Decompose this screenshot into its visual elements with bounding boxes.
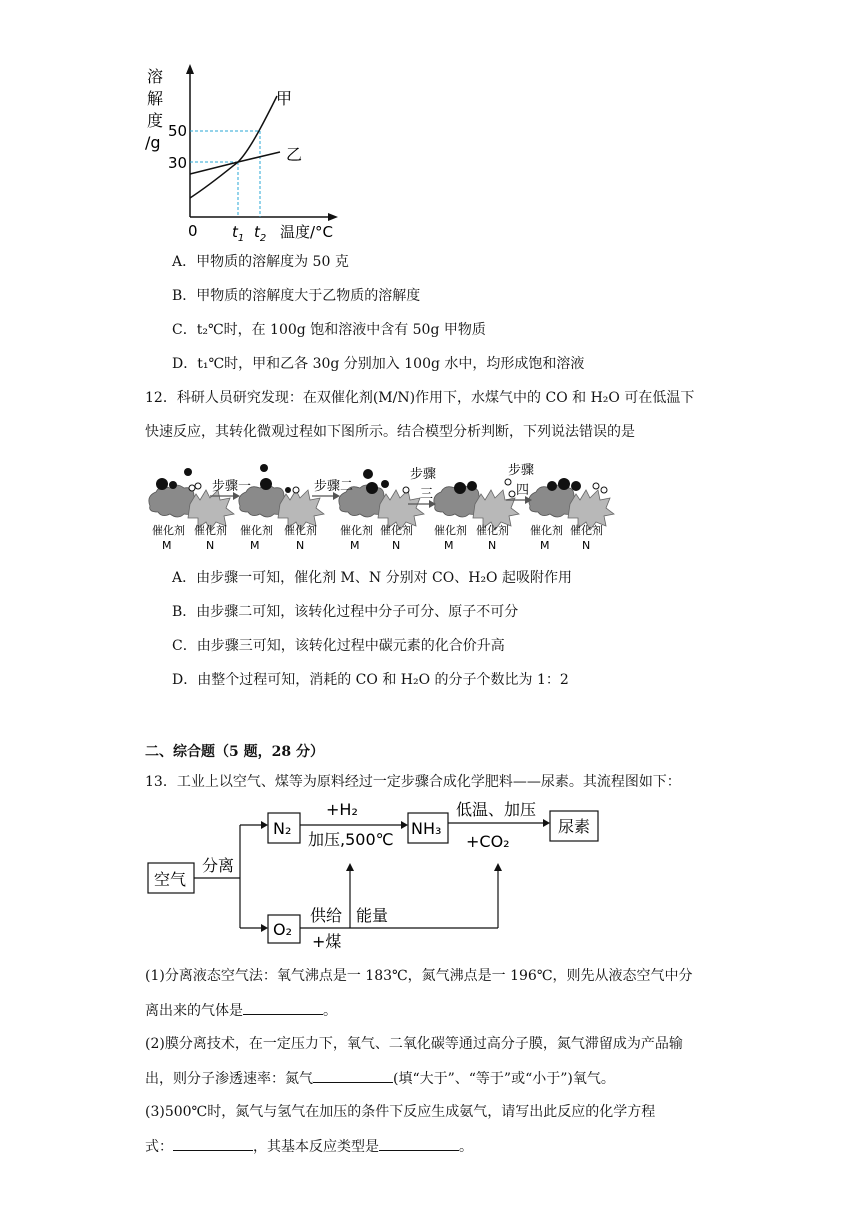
graph-ylabel-2: 解 — [147, 89, 164, 108]
separate-label: 分离 — [202, 856, 235, 875]
label-jia: 甲 — [276, 89, 293, 108]
q11-option-a: A．甲物质的溶解度为 50 克 — [172, 254, 349, 270]
svg-text:催化剂: 催化剂 — [340, 524, 373, 537]
svg-text:催化剂: 催化剂 — [530, 524, 563, 537]
urea-label: 尿素 — [558, 817, 591, 836]
q13-part1-line2 — [145, 1000, 337, 1021]
q13-part3-end: 。 — [459, 1139, 473, 1155]
q11-option-c: C．t₂℃时，在 100g 饱和溶液中含有 50g 甲物质 — [172, 322, 486, 338]
xtick-t2: $t_2$ — [254, 223, 267, 244]
q12-stem-line2: 快速反应，其转化微观过程如下图所示。结合模型分析判断，下列说法错误的是 — [145, 424, 635, 440]
q13-part3-line1: (3)500℃时，氮气与氢气在加压的条件下反应生成氨气，请写出此反应的化学方程 — [145, 1104, 656, 1120]
catalysis-diagram — [140, 460, 620, 555]
svg-text:催化剂: 催化剂 — [240, 524, 273, 537]
q13-part3-line2 — [145, 1136, 473, 1157]
q11-option-b: B．甲物质的溶解度大于乙物质的溶解度 — [172, 288, 421, 304]
q12-option-a: A．由步骤一可知，催化剂 M、N 分别对 CO、H₂O 起吸附作用 — [172, 570, 572, 586]
curve-jia — [190, 96, 277, 198]
flow-diagram — [140, 795, 640, 955]
q13-part2-line2 — [145, 1068, 615, 1089]
catalyst-labels — [152, 523, 603, 552]
q12-option-c: C．由步骤三可知，该转化过程中碳元素的化合价升高 — [172, 638, 505, 654]
label-yi: 乙 — [286, 145, 303, 164]
supply-label: 供给 — [310, 906, 343, 925]
step3-num: 三 — [420, 487, 434, 502]
svg-text:催化剂: 催化剂 — [570, 524, 603, 537]
svg-text:催化剂: 催化剂 — [152, 524, 185, 537]
q13-part2-text: 出，则分子渗透速率：氮气 — [145, 1071, 313, 1087]
q13-part2-end: (填“大于”、“等于”或“小于”)氧气。 — [393, 1071, 615, 1087]
svg-text:M: M — [162, 539, 172, 552]
svg-text:催化剂: 催化剂 — [194, 524, 227, 537]
answer-blank-3[interactable] — [173, 1136, 253, 1151]
svg-text:催化剂: 催化剂 — [380, 524, 413, 537]
svg-text:N: N — [488, 539, 497, 552]
svg-text:M: M — [540, 539, 550, 552]
q13-part1-text: 离出来的气体是 — [145, 1003, 243, 1019]
answer-blank-2[interactable] — [313, 1068, 393, 1083]
h2-label: +H₂ — [326, 800, 358, 819]
coal-label: +煤 — [312, 932, 342, 951]
graph-ylabel-4: /g — [145, 133, 161, 152]
step2-label: 步骤二 — [314, 479, 354, 494]
curve-yi — [190, 152, 280, 174]
svg-text:M: M — [444, 539, 454, 552]
ytick-30: 30 — [168, 154, 188, 172]
xtick-t1: $t_1$ — [232, 223, 245, 244]
solubility-graph — [140, 60, 360, 250]
answer-blank-1[interactable] — [243, 1000, 323, 1015]
x-axis-arrow — [328, 213, 338, 221]
svg-text:催化剂: 催化剂 — [476, 524, 509, 537]
svg-text:N: N — [296, 539, 305, 552]
air-label: 空气 — [154, 870, 187, 889]
svg-text:N: N — [206, 539, 215, 552]
origin-label: 0 — [188, 222, 198, 240]
cond1-label: 加压,500℃ — [308, 830, 394, 849]
y-axis-arrow — [186, 64, 194, 74]
q13-part1-end: 。 — [323, 1003, 337, 1019]
step3-label: 步骤 — [410, 467, 437, 482]
q13-part3-text: 式： — [145, 1139, 173, 1155]
svg-text:N: N — [392, 539, 401, 552]
graph-ylabel-1: 溶 — [147, 67, 164, 86]
svg-text:M: M — [250, 539, 260, 552]
cond2-label: 低温、加压 — [456, 800, 537, 819]
q12-option-d: D．由整个过程可知，消耗的 CO 和 H₂O 的分子个数比为 1：2 — [172, 672, 569, 688]
step1-label: 步骤一 — [212, 479, 252, 494]
svg-text:催化剂: 催化剂 — [434, 524, 467, 537]
co2-label: +CO₂ — [466, 832, 510, 851]
nh3-label: NH₃ — [411, 819, 442, 838]
n2-label: N₂ — [273, 819, 292, 838]
q13-part3-mid: ，其基本反应类型是 — [253, 1139, 379, 1155]
q12-option-b: B．由步骤二可知，该转化过程中分子可分、原子不可分 — [172, 604, 519, 620]
q13-part1-line1: (1)分离液态空气法：氧气沸点是一 183℃，氮气沸点是一 196℃，则先从液态空气中分 — [145, 968, 693, 984]
energy-label: 能量 — [356, 906, 389, 925]
graph-ylabel-3: 度 — [147, 111, 164, 130]
svg-text:催化剂: 催化剂 — [284, 524, 317, 537]
x-axis-label: 温度/°C — [280, 223, 334, 241]
answer-blank-4[interactable] — [379, 1136, 459, 1151]
svg-text:M: M — [350, 539, 360, 552]
o2-label: O₂ — [273, 920, 293, 939]
q11-option-d: D．t₁℃时，甲和乙各 30g 分别加入 100g 水中，均形成饱和溶液 — [172, 356, 585, 372]
q12-stem-line1: 12．科研人员研究发现：在双催化剂(M/N)作用下，水煤气中的 CO 和 H₂O 可在低温下 — [145, 390, 695, 406]
step4-label: 步骤 — [508, 463, 535, 478]
q13-intro: 13．工业上以空气、煤等为原料经过一定步骤合成化学肥料——尿素。其流程图如下： — [145, 774, 681, 790]
svg-text:N: N — [582, 539, 591, 552]
step4-num: 四 — [516, 483, 530, 498]
ytick-50: 50 — [168, 122, 188, 140]
section-heading: 二、综合题（5 题，28 分） — [145, 744, 324, 760]
q13-part2-line1: (2)膜分离技术，在一定压力下，氧气、二氧化碳等通过高分子膜，氮气滞留成为产品输 — [145, 1036, 683, 1052]
